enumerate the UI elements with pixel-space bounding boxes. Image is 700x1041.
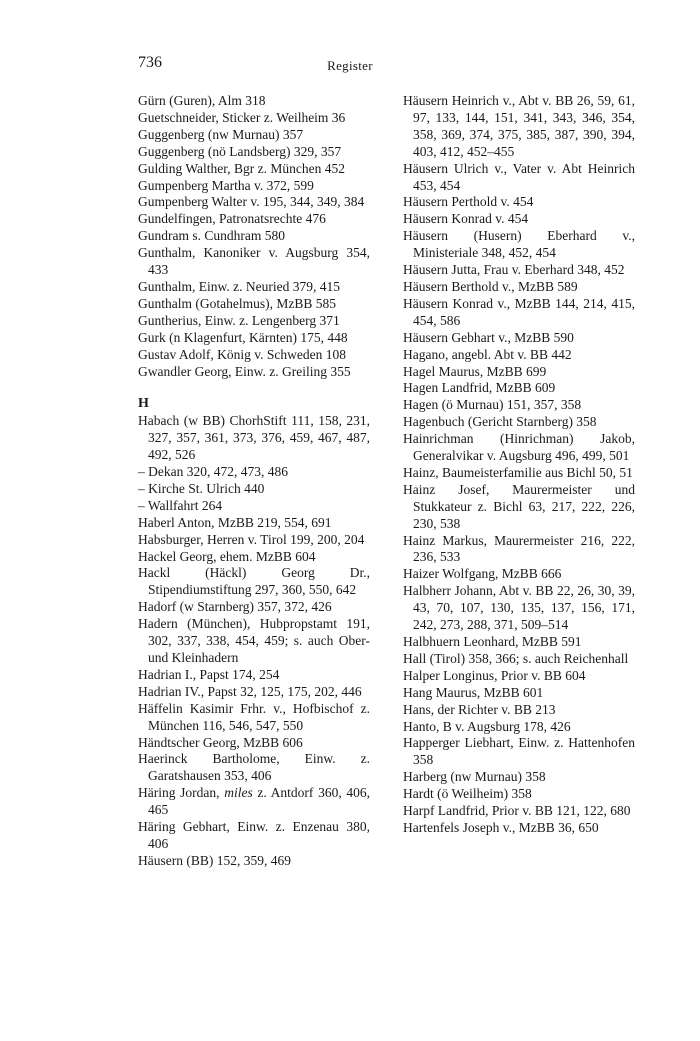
index-entry: Guntherius, Einw. z. Lengenberg 371 [138, 312, 340, 328]
index-subentry: – Wallfahrt 264 [138, 497, 223, 513]
index-entry: Häusern Berthold v., MzBB 589 [403, 278, 578, 294]
index-entry: Hardt (ö Weilheim) 358 [403, 786, 532, 802]
index-entry: Häusern Konrad v. 454 [403, 211, 529, 227]
index-entry: Haizer Wolfgang, MzBB 666 [403, 566, 562, 582]
index-entry: Gunthalm (Gotahelmus), MzBB 585 [138, 295, 336, 311]
index-entry: Häusern Heinrich v., Abt v. BB 26, 59, 61, 97, 133, 144, 151, 341, 343, 346, 354, 358, 369, 374, 375, 385, 387, 390, 394, 403, 412, 452–455 [403, 93, 635, 159]
index-entry: Hagenbuch (Gericht Starnberg) 358 [403, 414, 597, 430]
index-entry: Häusern Ulrich v., Vater v. Abt Heinrich 453, 454 [403, 160, 635, 193]
index-entry: Hainz Markus, Maurermeister 216, 222, 236, 533 [403, 532, 635, 565]
index-entry: Harpf Landfrid, Prior v. BB 121, 122, 680 [403, 803, 631, 819]
index-entry: Häring Jordan, miles z. Antdorf 360, 406, 465 [138, 785, 370, 818]
index-entry: Guetschneider, Sticker z. Weilheim 36 [138, 109, 346, 125]
index-entry: Hall (Tirol) 358, 366; s. auch Reichenhall [403, 650, 629, 666]
index-entry: Halbherr Johann, Abt v. BB 22, 26, 30, 39, 43, 70, 107, 130, 135, 137, 156, 171, 242, 273, 288, 371, 509–514 [403, 583, 635, 633]
index-entry: Häusern Perthold v. 454 [403, 194, 534, 210]
index-entry: Hackl (Häckl) Georg Dr., Stipendiumstiftung 297, 360, 550, 642 [138, 565, 370, 598]
index-entry: Häusern (BB) 152, 359, 469 [138, 852, 291, 868]
index-entry: Gwandler Georg, Einw. z. Greiling 355 [138, 363, 351, 379]
index-entry: Hadrian I., Papst 174, 254 [138, 666, 280, 682]
index-entry: Händtscher Georg, MzBB 606 [138, 734, 303, 750]
index-subentry: – Kirche St. Ulrich 440 [138, 480, 265, 496]
index-entry: Gustav Adolf, König v. Schweden 108 [138, 346, 346, 362]
index-entry: Hanto, B v. Augsburg 178, 426 [403, 718, 571, 734]
index-entry: Häusern Gebhart v., MzBB 590 [403, 329, 574, 345]
index-entry: Gürn (Guren), Alm 318 [138, 93, 266, 108]
index-entry: Habsburger, Herren v. Tirol 199, 200, 204 [138, 531, 365, 547]
index-entry: Häffelin Kasimir Frhr. v., Hofbischof z. München 116, 546, 547, 550 [138, 700, 370, 733]
index-entry: Hackel Georg, ehem. MzBB 604 [138, 548, 316, 564]
index-entry: Gunthalm, Kanoniker v. Augsburg 354, 433 [138, 245, 370, 278]
index-entry: Hagen Landfrid, MzBB 609 [403, 380, 556, 396]
index-entry: Halbhuern Leonhard, MzBB 591 [403, 634, 582, 649]
index-entry: Hadern (München), Hubpropstamt 191, 302, 337, 338, 454, 459; s. auch Ober- und Kleinhadern [138, 616, 370, 665]
index-entry: Gundram s. Cundhram 580 [138, 228, 285, 244]
index-entry: Harberg (nw Murnau) 358 [403, 769, 546, 785]
index-entry: Hagel Maurus, MzBB 699 [403, 363, 547, 379]
italic-term: miles [224, 785, 253, 801]
index-entry: Hartenfels Joseph v., MzBB 36, 650 [403, 819, 599, 835]
index-subentry: – Dekan 320, 472, 473, 486 [138, 464, 288, 480]
index-entry: Hainz, Baumeisterfamilie aus Bichl 50, 51 [403, 464, 633, 480]
index-column-right [403, 93, 635, 837]
index-entry: Gulding Walther, Bgr z. München 452 [138, 160, 345, 176]
index-entry: Häusern Jutta, Frau v. Eberhard 348, 452 [403, 262, 625, 278]
section-letter: H [138, 396, 149, 412]
index-entry: Hans, der Richter v. BB 213 [403, 701, 556, 717]
index-entry: Haberl Anton, MzBB 219, 554, 691 [138, 514, 332, 530]
index-entry: Gumpenberg Martha v. 372, 599 [138, 177, 314, 193]
index-entry: Hang Maurus, MzBB 601 [403, 684, 544, 700]
index-entry: Gurk (n Klagenfurt, Kärnten) 175, 448 [138, 329, 348, 345]
index-entry: Gunthalm, Einw. z. Neuried 379, 415 [138, 278, 340, 294]
index-entry: Hadrian IV., Papst 32, 125, 175, 202, 446 [138, 683, 362, 699]
index-entry: Häring Gebhart, Einw. z. Enzenau 380, 406 [138, 819, 370, 851]
index-entry: Hagen (ö Murnau) 151, 357, 358 [403, 397, 582, 413]
index-entry: Habach (w BB) ChorhStift 111, 158, 231, 327, 357, 361, 373, 376, 459, 467, 487, 492, 526 [138, 413, 370, 463]
index-entry: Gundelfingen, Patronatsrechte 476 [138, 211, 326, 227]
page-number: 736 [138, 54, 162, 71]
index-entry: Hainz Josef, Maurermeister und Stukkateur z. Bichl 63, 217, 222, 226, 230, 538 [403, 481, 635, 531]
index-entry: Häusern Konrad v., MzBB 144, 214, 415, 454, 586 [403, 295, 635, 328]
index-entry: Hagano, angebl. Abt v. BB 442 [403, 346, 572, 362]
index-entry: Häusern (Husern) Eberhard v., Ministeriale 348, 452, 454 [403, 228, 635, 261]
index-entry: Guggenberg (nw Murnau) 357 [138, 126, 304, 142]
index-entry: Hadorf (w Starnberg) 357, 372, 426 [138, 599, 332, 615]
index-entry: Gumpenberg Walter v. 195, 344, 349, 384 [138, 194, 365, 210]
index-column-left [138, 93, 370, 870]
index-entry: Halper Longinus, Prior v. BB 604 [403, 667, 586, 683]
index-entry: Guggenberg (nö Landsberg) 329, 357 [138, 143, 342, 159]
index-entry: Happerger Liebhart, Einw. z. Hattenhofen 358 [403, 735, 635, 768]
index-entry: Haerinck Bartholome, Einw. z. Garatshausen 353, 406 [138, 751, 370, 784]
running-head: Register [327, 58, 373, 73]
index-entry: Hainrichman (Hinrichman) Jakob, Generalvikar v. Augsburg 496, 499, 501 [403, 431, 635, 464]
